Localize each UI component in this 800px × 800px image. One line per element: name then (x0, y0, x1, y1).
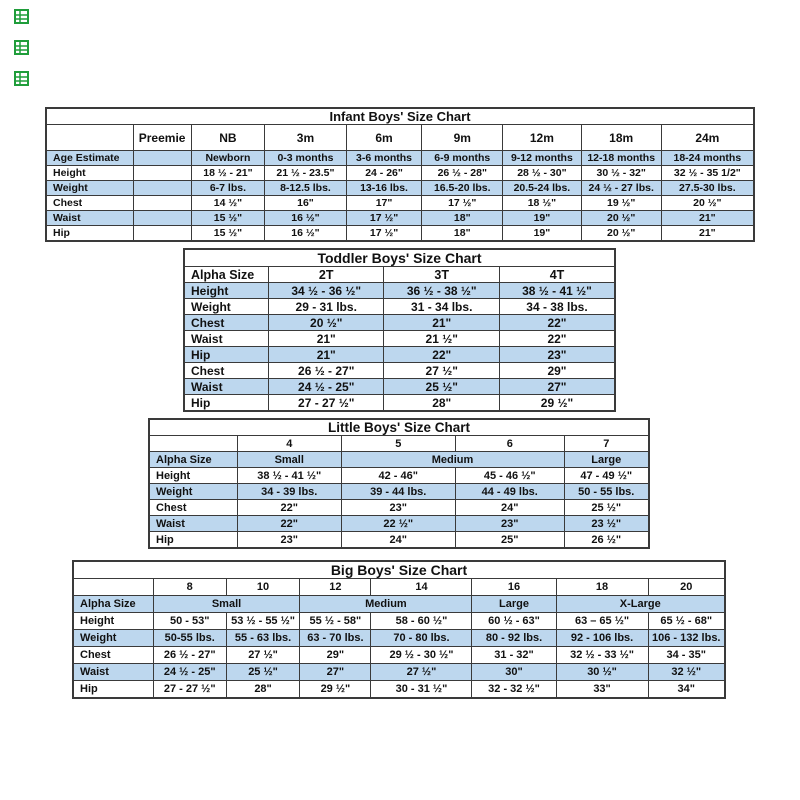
size-value: 18-24 months (661, 151, 754, 166)
column-header: 3T (384, 267, 500, 283)
size-value: 23 ½" (564, 516, 649, 532)
size-value: 38 ½ - 41 ½" (499, 283, 615, 299)
size-value: 23" (341, 500, 456, 516)
column-header: Large (472, 596, 556, 613)
row-label: Weight (149, 484, 238, 500)
size-value: 16 ½" (265, 226, 346, 242)
row-label: Chest (73, 647, 153, 664)
size-value: 28" (226, 681, 300, 699)
size-value: 92 - 106 lbs. (556, 630, 648, 647)
size-value: 80 - 92 lbs. (472, 630, 556, 647)
size-value: 24 ½ - 25" (153, 664, 226, 681)
row-label: Chest (184, 363, 268, 379)
size-value: 65 ½ - 68" (648, 613, 725, 630)
size-value: 20 ½" (661, 196, 754, 211)
size-value: 19 ½" (581, 196, 661, 211)
size-value: 22" (499, 331, 615, 347)
row-label: Waist (184, 379, 268, 395)
size-value: 30 ½" (556, 664, 648, 681)
size-value: 53 ½ - 55 ½" (226, 613, 300, 630)
size-value: 36 ½ - 38 ½" (384, 283, 500, 299)
size-value: 21" (661, 226, 754, 242)
size-value: 50-55 lbs. (153, 630, 226, 647)
size-value: 21" (661, 211, 754, 226)
size-value: 28 ½ - 30" (503, 166, 582, 181)
row-label: Height (73, 613, 153, 630)
size-value: 44 - 49 lbs. (456, 484, 565, 500)
size-value: 18" (422, 226, 503, 242)
column-header: 18 (556, 579, 648, 596)
size-value: 22 ½" (341, 516, 456, 532)
size-value: 27 - 27 ½" (268, 395, 384, 412)
size-value: 15 ½" (191, 226, 265, 242)
size-value: 45 - 46 ½" (456, 468, 565, 484)
size-value: 23" (456, 516, 565, 532)
size-value: 8-12.5 lbs. (265, 181, 346, 196)
size-value: 27 ½" (226, 647, 300, 664)
size-value: 38 ½ - 41 ½" (238, 468, 342, 484)
column-header: 6m (346, 125, 422, 151)
column-header: Small (238, 452, 342, 468)
column-header: 12 (300, 579, 371, 596)
size-value: 27 - 27 ½" (153, 681, 226, 699)
row-label: Weight (184, 299, 268, 315)
size-value: 29 - 31 lbs. (268, 299, 384, 315)
column-header: 18m (581, 125, 661, 151)
size-value: Newborn (191, 151, 265, 166)
size-value: 17 ½" (346, 211, 422, 226)
size-value: 34 ½ - 36 ½" (268, 283, 384, 299)
row-label: Alpha Size (184, 267, 268, 283)
little-boys-size-chart-table (148, 418, 650, 549)
column-header: Medium (341, 452, 564, 468)
table-grid-icon (14, 9, 29, 24)
row-label: Weight (46, 181, 133, 196)
column-header: 5 (341, 436, 456, 452)
size-value: 29" (300, 647, 371, 664)
size-value: 47 - 49 ½" (564, 468, 649, 484)
size-value (133, 211, 191, 226)
row-label: Height (149, 468, 238, 484)
size-value: 27 ½" (384, 363, 500, 379)
row-label: Chest (149, 500, 238, 516)
column-header: Small (153, 596, 300, 613)
size-value: 34 - 35" (648, 647, 725, 664)
row-label (149, 436, 238, 452)
size-value: 16 ½" (265, 211, 346, 226)
column-header: Preemie (133, 125, 191, 151)
size-value: 22" (499, 315, 615, 331)
infant-chart-title: Infant Boys' Size Chart (46, 108, 754, 125)
row-label: Hip (73, 681, 153, 699)
size-value (133, 151, 191, 166)
table-grid-icon (14, 71, 29, 86)
size-value: 20 ½" (581, 211, 661, 226)
size-value: 31 - 32" (472, 647, 556, 664)
size-value: 25" (456, 532, 565, 549)
column-header: X-Large (556, 596, 725, 613)
size-value: 24 ½ - 25" (268, 379, 384, 395)
column-header: 4T (499, 267, 615, 283)
size-value: 25 ½" (226, 664, 300, 681)
size-value: 0-3 months (265, 151, 346, 166)
size-value: 18" (422, 211, 503, 226)
size-value: 27.5-30 lbs. (661, 181, 754, 196)
size-value: 21" (268, 347, 384, 363)
column-header: 10 (226, 579, 300, 596)
size-value (133, 196, 191, 211)
row-label: Hip (184, 395, 268, 412)
size-value: 30" (472, 664, 556, 681)
size-value: 16.5-20 lbs. (422, 181, 503, 196)
size-value: 20 ½" (581, 226, 661, 242)
size-value: 30 - 31 ½" (371, 681, 472, 699)
size-value: 29 ½" (499, 395, 615, 412)
size-value: 32 ½ - 35 1/2" (661, 166, 754, 181)
size-value: 63 - 70 lbs. (300, 630, 371, 647)
row-label: Alpha Size (73, 596, 153, 613)
size-value: 19" (503, 226, 582, 242)
size-value: 50 - 55 lbs. (564, 484, 649, 500)
size-value: 29 ½ - 30 ½" (371, 647, 472, 664)
column-header: Large (564, 452, 649, 468)
size-value: 27" (499, 379, 615, 395)
row-label: Alpha Size (149, 452, 238, 468)
row-label: Chest (184, 315, 268, 331)
column-header: 3m (265, 125, 346, 151)
size-value: 24" (341, 532, 456, 549)
size-value: 19" (503, 211, 582, 226)
size-value: 12-18 months (581, 151, 661, 166)
size-value: 26 ½ - 27" (153, 647, 226, 664)
size-value: 3-6 months (346, 151, 422, 166)
infant-boys-size-chart-table (45, 107, 755, 242)
column-header: 8 (153, 579, 226, 596)
column-header: Medium (300, 596, 472, 613)
size-value: 32 ½" (648, 664, 725, 681)
row-label: Hip (46, 226, 133, 242)
toddler-boys-size-chart-table (183, 248, 616, 412)
row-label: Age Estimate (46, 151, 133, 166)
size-value: 26 ½" (564, 532, 649, 549)
size-value: 29 ½" (300, 681, 371, 699)
size-value: 21" (268, 331, 384, 347)
size-value: 27" (300, 664, 371, 681)
size-value: 106 - 132 lbs. (648, 630, 725, 647)
size-value: 24 ½ - 27 lbs. (581, 181, 661, 196)
size-value: 26 ½ - 27" (268, 363, 384, 379)
size-value: 22" (238, 500, 342, 516)
row-label: Weight (73, 630, 153, 647)
size-value: 70 - 80 lbs. (371, 630, 472, 647)
size-value: 39 - 44 lbs. (341, 484, 456, 500)
size-value: 55 ½ - 58" (300, 613, 371, 630)
column-header: 7 (564, 436, 649, 452)
size-value: 17 ½" (346, 226, 422, 242)
size-value: 34" (648, 681, 725, 699)
size-value: 18 ½" (503, 196, 582, 211)
toddler-chart-title: Toddler Boys' Size Chart (184, 249, 615, 267)
size-value: 13-16 lbs. (346, 181, 422, 196)
size-value: 33" (556, 681, 648, 699)
column-header: 14 (371, 579, 472, 596)
row-label (46, 125, 133, 151)
column-header: 2T (268, 267, 384, 283)
little-chart-title: Little Boys' Size Chart (149, 419, 649, 436)
size-value: 6-9 months (422, 151, 503, 166)
size-value (133, 166, 191, 181)
size-value: 58 - 60 ½" (371, 613, 472, 630)
row-label: Waist (149, 516, 238, 532)
table-grid-icon (14, 40, 29, 55)
column-header: NB (191, 125, 265, 151)
row-label: Waist (184, 331, 268, 347)
size-value: 14 ½" (191, 196, 265, 211)
size-value: 34 - 38 lbs. (499, 299, 615, 315)
size-value: 25 ½" (384, 379, 500, 395)
size-value: 22" (384, 347, 500, 363)
size-value: 32 ½ - 33 ½" (556, 647, 648, 664)
size-value: 9-12 months (503, 151, 582, 166)
row-label: Waist (73, 664, 153, 681)
row-label: Height (46, 166, 133, 181)
row-label: Hip (184, 347, 268, 363)
size-value: 15 ½" (191, 211, 265, 226)
size-value: 17 ½" (422, 196, 503, 211)
column-header: 9m (422, 125, 503, 151)
size-value: 23" (499, 347, 615, 363)
size-value: 24" (456, 500, 565, 516)
size-value: 28" (384, 395, 500, 412)
size-value: 16" (265, 196, 346, 211)
column-header: 24m (661, 125, 754, 151)
big-boys-size-chart-table (72, 560, 726, 699)
size-value: 31 - 34 lbs. (384, 299, 500, 315)
size-value: 21 ½" (384, 331, 500, 347)
row-label: Waist (46, 211, 133, 226)
size-value: 60 ½ - 63" (472, 613, 556, 630)
size-value: 32 - 32 ½" (472, 681, 556, 699)
column-header: 12m (503, 125, 582, 151)
size-value: 20.5-24 lbs. (503, 181, 582, 196)
column-header: 4 (238, 436, 342, 452)
size-value: 55 - 63 lbs. (226, 630, 300, 647)
size-value: 63 – 65 ½" (556, 613, 648, 630)
row-label: Chest (46, 196, 133, 211)
size-value: 26 ½ - 28" (422, 166, 503, 181)
size-value: 21 ½ - 23.5" (265, 166, 346, 181)
row-label: Height (184, 283, 268, 299)
row-label: Hip (149, 532, 238, 549)
size-value: 25 ½" (564, 500, 649, 516)
size-value (133, 226, 191, 242)
size-value: 20 ½" (268, 315, 384, 331)
column-header: 20 (648, 579, 725, 596)
size-value: 27 ½" (371, 664, 472, 681)
size-value: 21" (384, 315, 500, 331)
size-value: 22" (238, 516, 342, 532)
row-label (73, 579, 153, 596)
size-value (133, 181, 191, 196)
size-value: 42 - 46" (341, 468, 456, 484)
corner-icon-group (14, 9, 29, 86)
big-chart-title: Big Boys' Size Chart (73, 561, 725, 579)
size-value: 18 ½ - 21" (191, 166, 265, 181)
size-value: 24 - 26" (346, 166, 422, 181)
size-value: 6-7 lbs. (191, 181, 265, 196)
size-value: 23" (238, 532, 342, 549)
size-value: 29" (499, 363, 615, 379)
size-value: 50 - 53" (153, 613, 226, 630)
size-value: 30 ½ - 32" (581, 166, 661, 181)
column-header: 6 (456, 436, 565, 452)
size-value: 34 - 39 lbs. (238, 484, 342, 500)
size-value: 17" (346, 196, 422, 211)
column-header: 16 (472, 579, 556, 596)
